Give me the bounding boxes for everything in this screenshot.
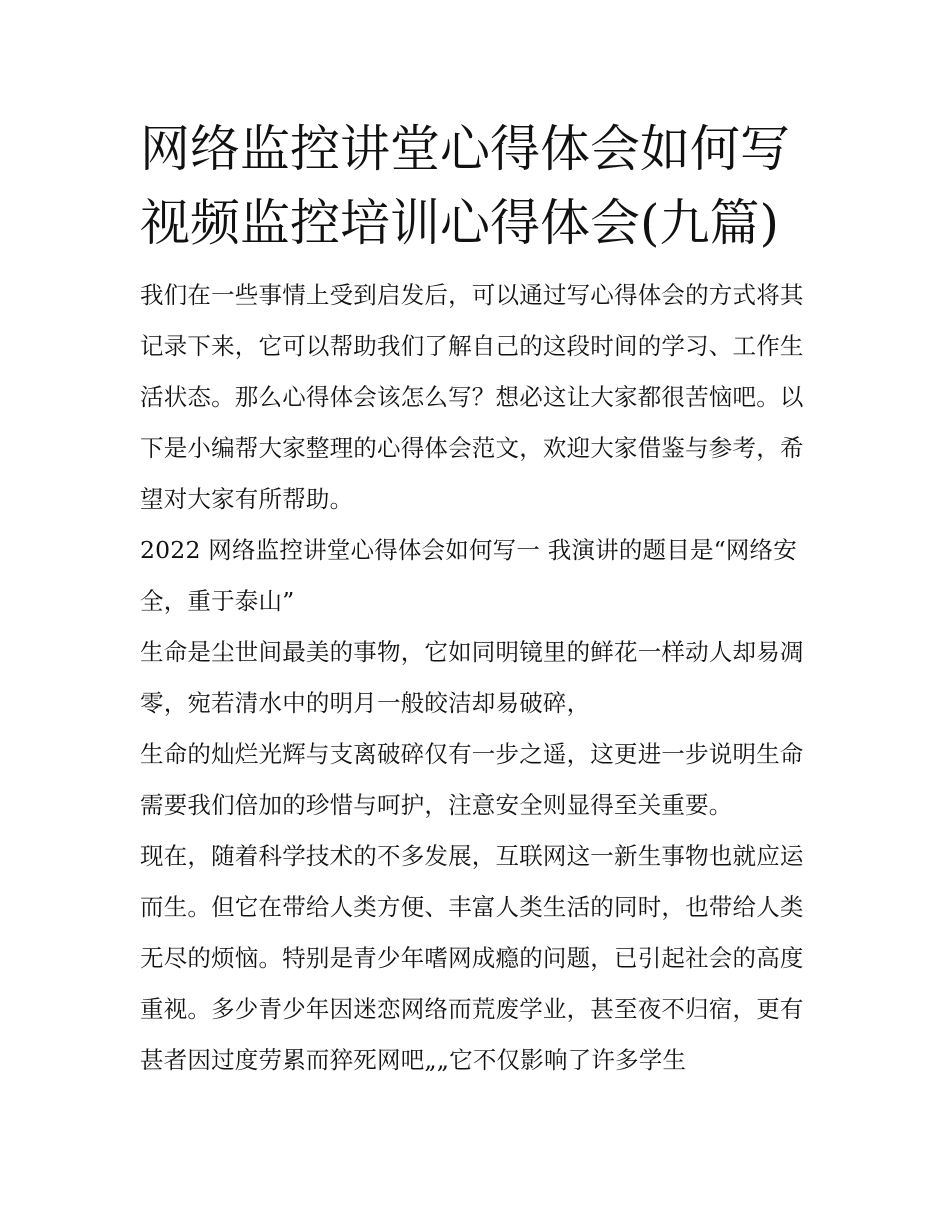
- title-line-2: 视频监控培训心得体会(九篇): [140, 194, 780, 252]
- body-paragraph-3: 现在，随着科学技术的不多发展，互联网这一新生事物也就应运而生。但它在带给人类方便、丰富人类生活的同时，也带给人类无尽的烦恼。特别是青少年嗜网成瘾的问题，已引起社会的高度重视。多少青少年因迷恋网络而荒废学业，甚至夜不归宿，更有甚者因过度劳累而猝死网吧„„它不仅影响了许多学生: [140, 842, 804, 1074]
- document-title: [140, 112, 820, 260]
- body-paragraph-2: 生命的灿烂光辉与支离破碎仅有一步之遥，这更进一步说明生命需要我们倍加的珍惜与呵护，注意安全则显得至关重要。: [140, 740, 804, 819]
- section-heading-paragraph: 2022 网络监控讲堂心得体会如何写一 我演讲的题目是“网络安全，重于泰山”: [140, 536, 797, 615]
- body-paragraph-1: 生命是尘世间最美的事物，它如同明镜里的鲜花一样动人却易凋零，宛若清水中的明月一般皎洁却易破碎，: [140, 638, 804, 717]
- document-body: [140, 270, 812, 1086]
- title-line-1: 网络监控讲堂心得体会如何写: [140, 120, 790, 178]
- intro-paragraph: 我们在一些事情上受到启发后，可以通过写心得体会的方式将其记录下来，它可以帮助我们了解自己的这段时间的学习、工作生活状态。那么心得体会该怎么写？想必这让大家都很苦恼吧。以下是小编帮大家整理的心得体会范文，欢迎大家借鉴与参考，希望对大家有所帮助。: [140, 281, 804, 513]
